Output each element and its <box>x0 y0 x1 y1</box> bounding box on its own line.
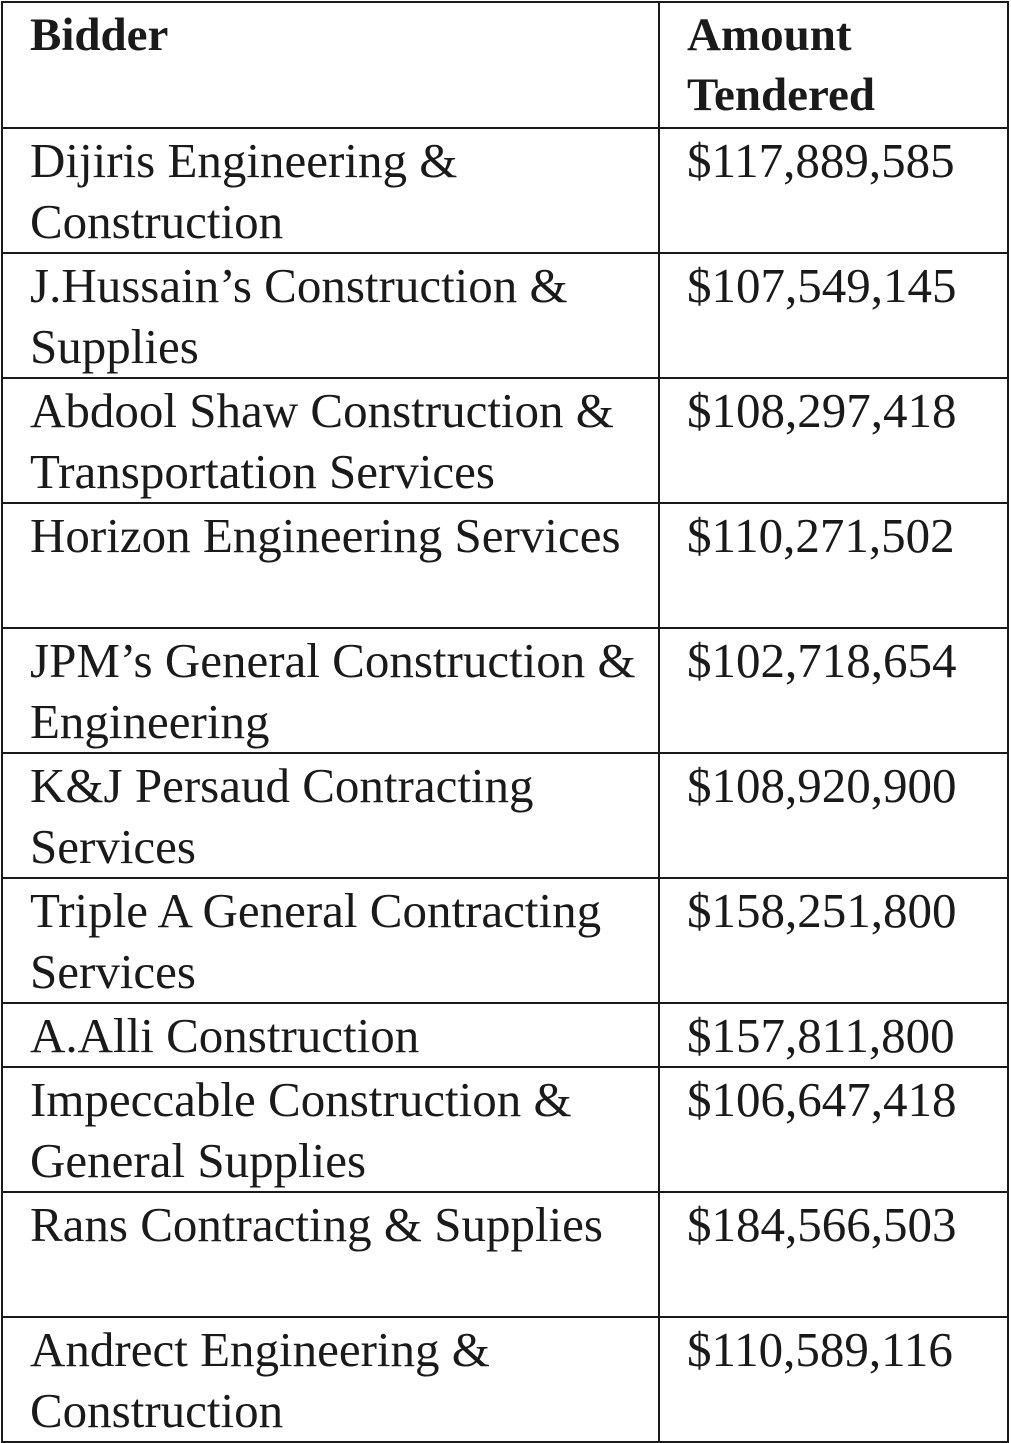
table-row <box>2 503 1008 628</box>
amount-cell: $106,647,418 <box>659 1067 1008 1192</box>
bidder-cell: Andrect Engineering & Construction <box>2 1317 659 1442</box>
amount-cell: $157,811,800 <box>659 1003 1008 1067</box>
table-row <box>2 878 1008 1003</box>
table-row <box>2 1067 1008 1192</box>
bids-table <box>1 1 1009 1443</box>
bidder-cell: A.Alli Construction <box>2 1003 659 1067</box>
amount-cell: $110,271,502 <box>659 503 1008 628</box>
bidder-column-header: Bidder <box>2 2 659 128</box>
amount-cell: $117,889,585 <box>659 128 1008 253</box>
table-row <box>2 753 1008 878</box>
bidder-cell: Dijiris Engineering & Construction <box>2 128 659 253</box>
amount-cell: $108,920,900 <box>659 753 1008 878</box>
bidder-cell: Triple A General Contracting Services <box>2 878 659 1003</box>
bidder-cell: Horizon Engineering Services <box>2 503 659 628</box>
bidder-cell: K&J Persaud Contracting Services <box>2 753 659 878</box>
bidder-cell: JPM’s General Construction & Engineering <box>2 628 659 753</box>
amount-cell: $110,589,116 <box>659 1317 1008 1442</box>
table-row <box>2 378 1008 503</box>
amount-cell: $108,297,418 <box>659 378 1008 503</box>
bidder-cell: Abdool Shaw Construction & Transportation Services <box>2 378 659 503</box>
table-row <box>2 1317 1008 1442</box>
table-row <box>2 128 1008 253</box>
bidder-cell: J.Hussain’s Construction & Supplies <box>2 253 659 378</box>
amount-cell: $102,718,654 <box>659 628 1008 753</box>
amount-cell: $158,251,800 <box>659 878 1008 1003</box>
header-row <box>2 2 1008 128</box>
table-row <box>2 1003 1008 1067</box>
table-row <box>2 253 1008 378</box>
bidder-cell: Impeccable Construction & General Supplies <box>2 1067 659 1192</box>
table-row <box>2 1192 1008 1317</box>
amount-cell: $184,566,503 <box>659 1192 1008 1317</box>
table-row <box>2 628 1008 753</box>
bidder-cell: Rans Contracting & Supplies <box>2 1192 659 1317</box>
amount-column-header: Amount Tendered <box>659 2 1008 128</box>
amount-cell: $107,549,145 <box>659 253 1008 378</box>
